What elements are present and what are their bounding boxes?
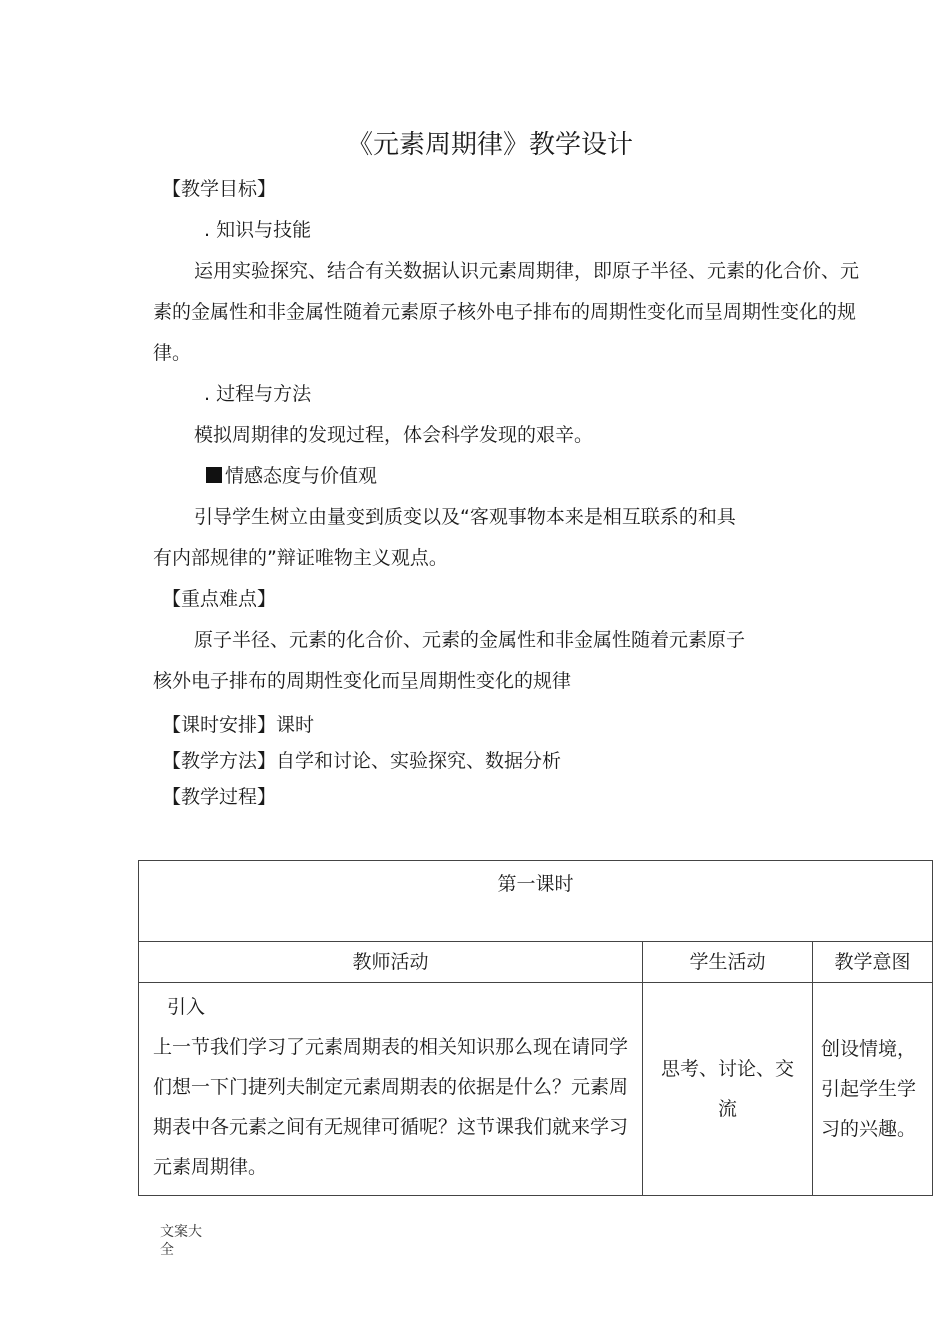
- header-teaching-intent: 教学意图: [813, 942, 933, 983]
- document-title: 《元素周期律》教学设计: [346, 130, 633, 160]
- goal1-text-line: 律。: [153, 342, 192, 364]
- teaching-goals-heading: 【教学目标】: [162, 178, 277, 200]
- goal3-heading-row: [206, 463, 377, 489]
- square-bullet-icon: [206, 467, 222, 483]
- lesson-table: [138, 860, 933, 1196]
- keypoints-text-line: 核外电子排布的周期性变化而呈周期性变化的规律: [153, 670, 572, 692]
- teaching-intent-text: 创设情境，引起学生学习的兴趣。: [821, 1038, 917, 1140]
- goal1-heading: . 知识与技能: [204, 219, 312, 241]
- goal3-text-line: 有内部规律的”辩证唯物主义观点。: [153, 547, 448, 569]
- student-activity-cell: [643, 983, 813, 1196]
- header-student-activity: 学生活动: [643, 942, 813, 983]
- goal2-heading: . 过程与方法: [204, 383, 312, 405]
- period-label: 第一课时: [497, 873, 574, 895]
- footer-note: 文案大全: [160, 1224, 202, 1258]
- header-teacher-activity: 教师活动: [139, 942, 643, 983]
- process-heading: 【教学过程】: [162, 786, 277, 808]
- teacher-activity-cell: [139, 983, 643, 1196]
- period-cell: [139, 861, 933, 942]
- student-activity-text: 思考、讨论、交流: [660, 1058, 794, 1120]
- goal2-text-line: 模拟周期律的发现过程，体会科学发现的艰辛。: [194, 424, 594, 446]
- goal1-text-line: 素的金属性和非金属性随着元素原子核外电子排布的周期性变化而呈周期性变化的规: [153, 301, 857, 323]
- goal3-heading: 情感态度与价值观: [225, 465, 378, 487]
- keypoints-text-line: 原子半径、元素的化合价、元素的金属性和非金属性随着元素原子: [194, 629, 746, 651]
- teacher-activity-text: 上一节我们学习了元素周期表的相关知识那么现在请同学们想一下门捷列夫制定元素周期表的依据是什么？元素周期表中各元素之间有无规律可循呢？这节课我们就来学习元素周期律。: [153, 1036, 629, 1178]
- keypoints-heading: 【重点难点】: [162, 588, 277, 610]
- teacher-intro-label: 引入: [167, 996, 206, 1018]
- methods-line: 【教学方法】自学和讨论、实验探究、数据分析: [162, 750, 562, 772]
- schedule-line: 【课时安排】课时: [162, 714, 315, 736]
- goal1-text-line: 运用实验探究、结合有关数据认识元素周期律，即原子半径、元素的化合价、元: [194, 260, 860, 282]
- goal3-text-line: 引导学生树立由量变到质变以及“客观事物本来是相互联系的和具: [194, 506, 736, 528]
- teaching-intent-cell: [813, 983, 933, 1196]
